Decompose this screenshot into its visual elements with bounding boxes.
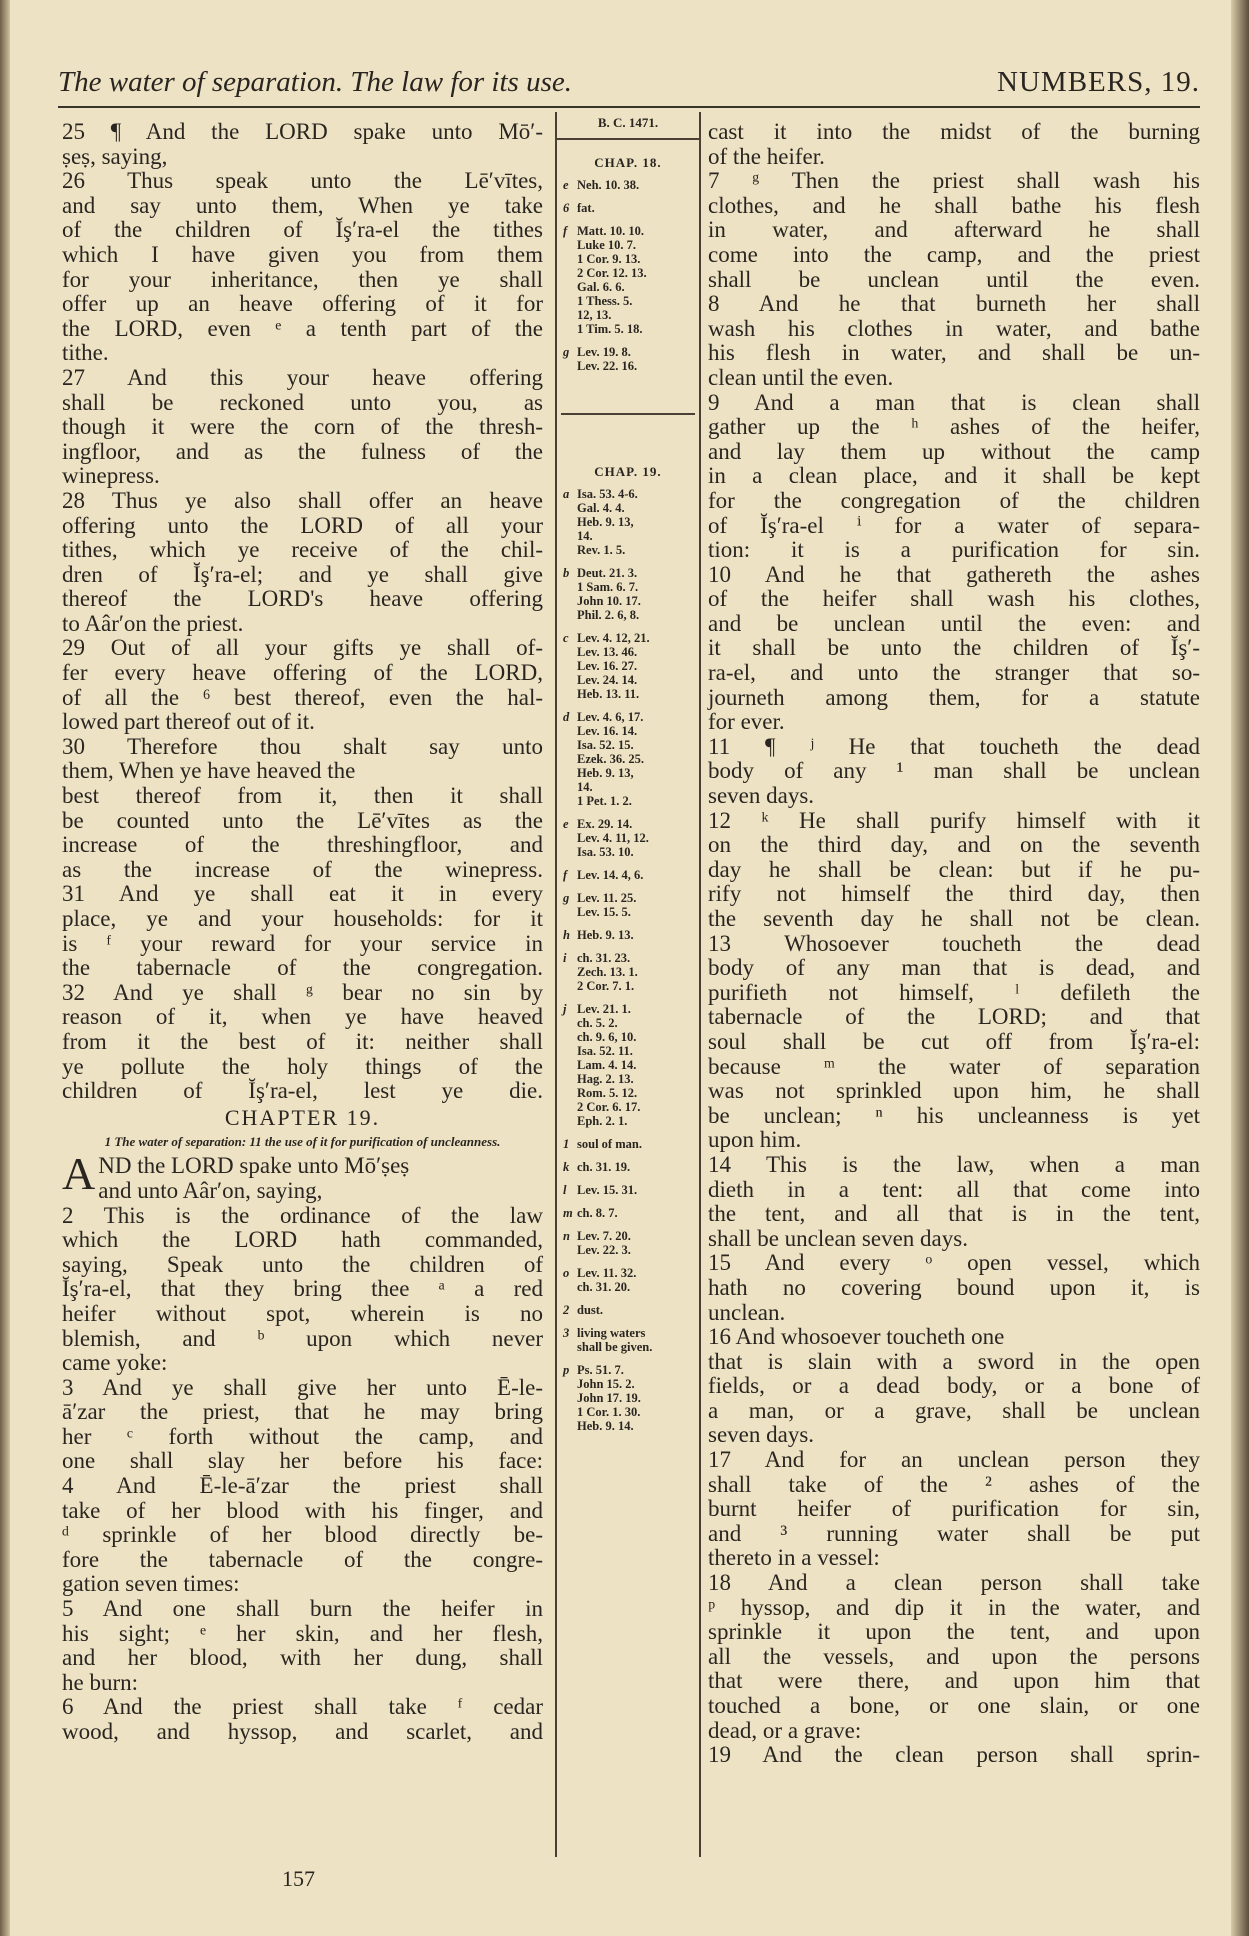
- text-line: 3 And ye shall give her unto Ē-le-: [62, 1374, 543, 1400]
- text-line: her ᶜ forth without the camp, and: [62, 1423, 543, 1449]
- text-line: upon him.: [708, 1127, 802, 1153]
- text-line: which the LORD hath commanded,: [62, 1227, 543, 1253]
- reference-key: e: [563, 817, 569, 831]
- reference-text: Lev. 14. 4, 6.: [577, 868, 644, 882]
- text-line: 18 And a clean person shall take: [708, 1570, 1200, 1596]
- text-line: soul shall be cut off from Ĭş′ra-el:: [708, 1028, 1200, 1054]
- reference-key: j: [563, 1002, 567, 1016]
- reference-text: ch. 31. 19.: [577, 1160, 631, 1174]
- text-line: fore the tabernacle of the congre-: [62, 1546, 543, 1572]
- reference-key: g: [563, 891, 570, 905]
- text-line: clothes, and he shall bathe his flesh: [708, 192, 1200, 218]
- reference-text: Neh. 10. 38.: [577, 178, 640, 192]
- text-line: 16 And whosoever toucheth one: [708, 1324, 1005, 1350]
- text-line: 8 And he that burneth her shall: [708, 291, 1200, 317]
- cross-reference: [563, 345, 699, 373]
- left-text-column: [62, 120, 543, 1745]
- text-line: offer up an heave offering of it for: [62, 291, 543, 317]
- text-line: shall be reckoned unto you, as: [62, 389, 543, 415]
- cross-reference: [563, 224, 699, 336]
- text-line: fer every heave offering of the LORD,: [62, 660, 543, 686]
- text-line: saying, Speak unto the children of: [62, 1251, 543, 1277]
- reference-text: fat.: [577, 201, 595, 215]
- reference-text: Lev. 4. 12, 21. Lev. 13. 46. Lev. 16. 27. Lev. 24. 14. Heb. 13. 11.: [577, 631, 650, 701]
- cross-reference: [563, 1137, 699, 1151]
- text-line: because ᵐ the water of separation: [708, 1053, 1200, 1079]
- text-line: of Ĭş′ra-el ⁱ for a water of separa-: [708, 512, 1200, 538]
- chapter-summary: 1 The water of separation: 11 the use of it for purification of uncleanness.: [104, 1134, 501, 1150]
- reference-text: ch. 31. 23. Zech. 13. 1. 2 Cor. 7. 1.: [577, 951, 638, 993]
- cross-reference: [563, 1183, 699, 1197]
- cross-reference: [563, 928, 699, 942]
- text-line: for the congregation of the children: [708, 487, 1200, 513]
- text-line: 14 This is the law, when a man: [708, 1151, 1200, 1177]
- text-line: 2 This is the ordinance of the law: [62, 1202, 543, 1228]
- chap19-heading: CHAP. 19.: [594, 464, 662, 479]
- reference-key: h: [563, 928, 570, 942]
- text-line: for ever.: [708, 709, 785, 735]
- text-line: Ĭş′ra-el, that they bring thee ᵃ a red: [62, 1276, 543, 1302]
- cross-reference: [563, 868, 699, 882]
- header-book-chapter: NUMBERS, 19.: [997, 66, 1200, 98]
- reference-text: Ps. 51. 7. John 15. 2. John 17. 19. 1 Cor. 1. 30. Heb. 9. 14.: [577, 1363, 641, 1433]
- text-line: cast it into the midst of the burning: [708, 119, 1200, 144]
- text-line: dieth in a tent: all that come into: [708, 1176, 1200, 1202]
- text-line: and her blood, with her dung, shall: [62, 1645, 543, 1671]
- text-line: dead, or a grave:: [708, 1717, 862, 1743]
- text-line: and ³ running water shall be put: [708, 1520, 1200, 1546]
- text-line: ingfloor, and as the fulness of the: [62, 438, 543, 464]
- reference-text: living waters shall be given.: [577, 1326, 653, 1354]
- cross-reference: [563, 710, 699, 808]
- divider: [561, 413, 695, 415]
- text-line: of the heifer shall wash his clothes,: [708, 586, 1200, 612]
- text-line: wash his clothes in water, and bathe: [708, 315, 1200, 341]
- page-number: 157: [282, 1866, 315, 1891]
- reference-key: b: [563, 566, 570, 580]
- text-line: increase of the threshingfloor, and: [62, 832, 543, 858]
- text-line: on the third day, and on the seventh: [708, 832, 1200, 858]
- text-line: the seventh day he shall not be clean.: [708, 906, 1200, 931]
- text-line: reason of it, when ye have heaved: [62, 1004, 543, 1030]
- text-line: lowed part thereof out of it.: [62, 709, 315, 735]
- text-line: winepress.: [62, 463, 160, 489]
- reference-text: dust.: [577, 1303, 604, 1317]
- cross-reference: [563, 631, 699, 701]
- header-topic: The water of separation. The law for its use.: [58, 66, 572, 98]
- text-line: and lay them up without the camp: [708, 438, 1200, 464]
- reference-text: soul of man.: [577, 1137, 642, 1151]
- text-line: burnt heifer of purification for sin,: [708, 1496, 1200, 1522]
- text-line: wood, and hyssop, and scarlet, and: [62, 1719, 543, 1744]
- reference-key: g: [563, 345, 570, 359]
- reference-text: Lev. 15. 31.: [577, 1183, 638, 1197]
- text-line: tithe.: [62, 340, 109, 366]
- text-line: unclean.: [708, 1299, 786, 1325]
- text-line: be counted unto the Lē′vītes as the: [62, 807, 543, 833]
- reference-key: f: [563, 868, 568, 882]
- text-line: 13 Whosoever toucheth the dead: [708, 930, 1200, 956]
- text-line: the tent, and all that is in the tent,: [708, 1201, 1200, 1227]
- cross-reference: [563, 951, 699, 993]
- text-line: 5 And one shall burn the heifer in: [62, 1596, 543, 1622]
- text-line: from it the best of it: neither shall: [62, 1028, 543, 1054]
- reference-text: Ex. 29. 14. Lev. 4. 11, 12. Isa. 53. 10.: [577, 817, 649, 859]
- reference-text: Deut. 21. 3. 1 Sam. 6. 7. John 10. 17. Phil. 2. 6, 8.: [577, 566, 641, 622]
- text-line: hath no covering bound upon it, is: [708, 1274, 1200, 1300]
- reference-key: d: [563, 710, 570, 724]
- text-line: for your inheritance, then ye shall: [62, 266, 543, 292]
- page-edge-left: [0, 0, 10, 1936]
- text-line: seven days.: [708, 1422, 815, 1448]
- text-line: sprinkle it upon the tent, and upon: [708, 1619, 1200, 1645]
- text-line: shall take of the ² ashes of the: [708, 1471, 1200, 1497]
- chapter-heading: CHAPTER 19.: [224, 1104, 381, 1130]
- reference-text: Lev. 7. 20. Lev. 22. 3.: [577, 1229, 631, 1257]
- text-line: 11 ¶ ʲ He that toucheth the dead: [708, 733, 1200, 759]
- text-line: body of any man that is dead, and: [708, 955, 1200, 981]
- cross-reference: [563, 1206, 699, 1220]
- text-line: rify not himself the third day, then: [708, 881, 1200, 907]
- reference-text: Heb. 9. 13.: [577, 928, 634, 942]
- text-line: clean until the even.: [708, 364, 894, 390]
- reference-text: Lev. 21. 1. ch. 5. 2. ch. 9. 6, 10. Isa. 52. 11. Lam. 4. 14. Hag. 2. 13. Rom. 5. 12. 2 Cor. 6. 17. Eph. 2. 1.: [577, 1002, 641, 1128]
- reference-key: l: [563, 1183, 567, 1197]
- reference-key: k: [563, 1160, 570, 1174]
- text-line: as the increase of the winepress.: [62, 856, 543, 882]
- text-line: his flesh in water, and shall be un-: [708, 340, 1200, 366]
- text-line: body of any ¹ man shall be unclean: [708, 758, 1200, 784]
- chap19-references: [557, 487, 699, 1433]
- text-line: of all the ⁶ best thereof, even the hal-: [62, 684, 543, 710]
- text-line: 12 ᵏ He shall purify himself with it: [708, 807, 1200, 833]
- reference-text: Lev. 19. 8. Lev. 22. 16.: [577, 345, 638, 373]
- text-line: shall be unclean seven days.: [708, 1225, 968, 1251]
- text-line: that is slain with a sword in the open: [708, 1348, 1200, 1374]
- text-line: 27 And this your heave offering: [62, 364, 543, 390]
- text-line: 31 And ye shall eat it in every: [62, 881, 543, 907]
- text-line: which I have given you from them: [62, 241, 543, 267]
- text-line: dren of Ĭş′ra-el; and ye shall give: [62, 561, 543, 587]
- text-line: to Aâr′on the priest.: [62, 610, 244, 636]
- reference-key: m: [563, 1206, 573, 1220]
- text-line: take of her blood with his finger, and: [62, 1497, 543, 1523]
- reference-key: a: [563, 487, 570, 501]
- text-line: tabernacle of the LORD; and that: [708, 1004, 1200, 1030]
- text-line: day he shall be clean: but if he pu-: [708, 856, 1200, 882]
- right-text-column: [708, 120, 1200, 1768]
- text-line: children of Ĭş′ra-el, lest ye die.: [62, 1078, 543, 1104]
- text-line: and say unto them, When ye take: [62, 192, 543, 218]
- cross-reference: [563, 1303, 699, 1317]
- text-line: the LORD, even ᵉ a tenth part of the: [62, 315, 543, 341]
- reference-key: c: [563, 631, 569, 645]
- text-line: 9 And a man that is clean shall: [708, 389, 1200, 415]
- text-line: journeth among them, for a statute: [708, 684, 1200, 710]
- text-line: 10 And he that gathereth the ashes: [708, 561, 1200, 587]
- text-line: 17 And for an unclean person they: [708, 1447, 1200, 1473]
- text-line: fields, or a dead body, or a bone of: [708, 1373, 1200, 1399]
- reference-key: 2: [563, 1303, 570, 1317]
- text-line: 28 Thus ye also shall offer an heave: [62, 487, 543, 513]
- text-line: ND the LORD spake unto Mō′ṣeṣ: [98, 1153, 410, 1179]
- text-line: is ᶠ your reward for your service in: [62, 930, 543, 956]
- text-line: thereto in a vessel:: [708, 1545, 880, 1571]
- reference-text: Lev. 4. 6, 17. Lev. 16. 14. Isa. 52. 15. Ezek. 36. 25. Heb. 9. 13, 14. 1 Pet. 1. 2.: [577, 710, 645, 808]
- text-line: that were there, and upon him that: [708, 1668, 1200, 1694]
- text-line: 26 Thus speak unto the Lē′vītes,: [62, 168, 543, 194]
- reference-text: Matt. 10. 10. Luke 10. 7. 1 Cor. 9. 13. 2 Cor. 12. 13. Gal. 6. 6. 1 Thess. 5. 12, 13. 1 Tim. 5. 18.: [577, 224, 647, 336]
- text-line: 15 And every ᵒ open vessel, which: [708, 1250, 1200, 1276]
- chapter-19-text: [62, 1148, 543, 1744]
- text-line: ᵈ sprinkle of her blood directly be-: [62, 1522, 543, 1548]
- text-line: heifer without spot, wherein is no: [62, 1300, 543, 1326]
- cross-reference: [563, 817, 699, 859]
- text-line: it shall be unto the children of Ĭş′-: [708, 635, 1200, 661]
- text-line: tithes, which ye receive of the chil-: [62, 537, 543, 563]
- text-line: them, When ye have heaved the: [62, 758, 356, 784]
- drop-cap: A: [62, 1148, 96, 1200]
- cross-reference: [563, 1160, 699, 1174]
- reference-text: Lev. 11. 25. Lev. 15. 5.: [577, 891, 637, 919]
- text-line: best thereof from it, then it shall: [62, 783, 543, 809]
- chap18-references: [557, 178, 699, 373]
- text-line: though it were the corn of the thresh-: [62, 414, 543, 440]
- text-line: 29 Out of all your gifts ye shall of-: [62, 635, 543, 661]
- text-line: 25 ¶ And the LORD spake unto Mō′-: [62, 119, 543, 144]
- reference-key: 6: [563, 201, 570, 215]
- text-line: thereof the LORD's heave offering: [62, 586, 543, 612]
- text-line: 6 And the priest shall take ᶠ cedar: [62, 1694, 543, 1720]
- cross-reference: [563, 566, 699, 622]
- text-line: one shall slay her before his face:: [62, 1448, 543, 1474]
- text-line: his sight; ᵉ her skin, and her flesh,: [62, 1620, 543, 1646]
- text-line: he burn:: [62, 1669, 139, 1695]
- text-line: purifieth not himself, ˡ defileth the: [708, 979, 1200, 1005]
- text-line: gation seven times:: [62, 1571, 240, 1597]
- reference-key: 1: [563, 1137, 570, 1151]
- cross-reference: [563, 1326, 699, 1354]
- cross-reference: [563, 1002, 699, 1128]
- text-line: come into the camp, and the priest: [708, 241, 1200, 267]
- reference-key: n: [563, 1229, 570, 1243]
- running-header: [58, 66, 1200, 108]
- text-line: was not sprinkled upon him, he shall: [708, 1078, 1200, 1104]
- cross-reference: [563, 891, 699, 919]
- text-line: shall be unclean until the even.: [708, 266, 1200, 292]
- text-line: touched a bone, or one slain, or one: [708, 1693, 1200, 1718]
- text-line: came yoke:: [62, 1350, 168, 1376]
- text-line: blemish, and ᵇ upon which never: [62, 1325, 543, 1351]
- date-label: B. C. 1471.: [557, 112, 699, 140]
- reference-text: Lev. 11. 32. ch. 31. 20.: [577, 1266, 637, 1294]
- text-line: ā′zar the priest, that he may bring: [62, 1399, 543, 1425]
- cross-reference: [563, 1363, 699, 1433]
- reference-key: 3: [563, 1326, 570, 1340]
- cross-reference: [563, 1229, 699, 1257]
- reference-text: Isa. 53. 4-6. Gal. 4. 4. Heb. 9. 13, 14. Rev. 1. 5.: [577, 487, 638, 557]
- text-line: 7 ᵍ Then the priest shall wash his: [708, 168, 1200, 194]
- cross-reference: [563, 1266, 699, 1294]
- text-line: in water, and afterward he shall: [708, 217, 1200, 243]
- text-line: tion: it is a purification for sin.: [708, 537, 1200, 563]
- text-line: all the vessels, and upon the persons: [708, 1643, 1200, 1669]
- reference-key: o: [563, 1266, 570, 1280]
- text-line: of the heifer.: [708, 143, 825, 169]
- text-line: ṣeṣ, saying,: [62, 143, 168, 169]
- text-line: of the children of Ĭş′ra-el the tithes: [62, 217, 543, 243]
- text-line: ᵖ hyssop, and dip it in the water, and: [708, 1594, 1200, 1620]
- text-line: place, ye and your households: for it: [62, 906, 543, 931]
- text-line: gather up the ʰ ashes of the heifer,: [708, 414, 1200, 440]
- cross-reference: [563, 487, 699, 557]
- text-line: ra-el, and unto the stranger that so-: [708, 660, 1200, 686]
- text-line: and be unclean until the even: and: [708, 610, 1200, 636]
- reference-text: ch. 8. 7.: [577, 1206, 618, 1220]
- cross-reference: [563, 178, 699, 192]
- text-line: in a clean place, and it shall be kept: [708, 463, 1200, 489]
- cross-reference: [563, 201, 699, 215]
- page-edge-right: [1231, 0, 1249, 1936]
- chap18-heading: CHAP. 18.: [594, 155, 662, 170]
- reference-key: e: [563, 178, 569, 192]
- text-line: a man, or a grave, shall be unclean: [708, 1397, 1200, 1423]
- center-reference-column: [555, 112, 701, 1857]
- text-line: offering unto the LORD of all your: [62, 512, 543, 538]
- reference-key: p: [563, 1363, 570, 1377]
- text-line: the tabernacle of the congregation.: [62, 955, 543, 981]
- text-line: 32 And ye shall ᵍ bear no sin by: [62, 979, 543, 1005]
- reference-key: f: [563, 224, 568, 238]
- chapter-18-text: [62, 120, 543, 1104]
- text-line: seven days.: [708, 783, 815, 809]
- text-line: and unto Aâr′on, saying,: [98, 1177, 323, 1203]
- reference-key: i: [563, 951, 567, 965]
- text-line: be unclean; ⁿ his uncleanness is yet: [708, 1102, 1200, 1128]
- text-line: 30 Therefore thou shalt say unto: [62, 733, 543, 759]
- text-line: 4 And Ē-le-ā′zar the priest shall: [62, 1473, 543, 1499]
- text-line: 19 And the clean person shall sprin-: [708, 1742, 1200, 1768]
- text-line: ye pollute the holy things of the: [62, 1053, 543, 1079]
